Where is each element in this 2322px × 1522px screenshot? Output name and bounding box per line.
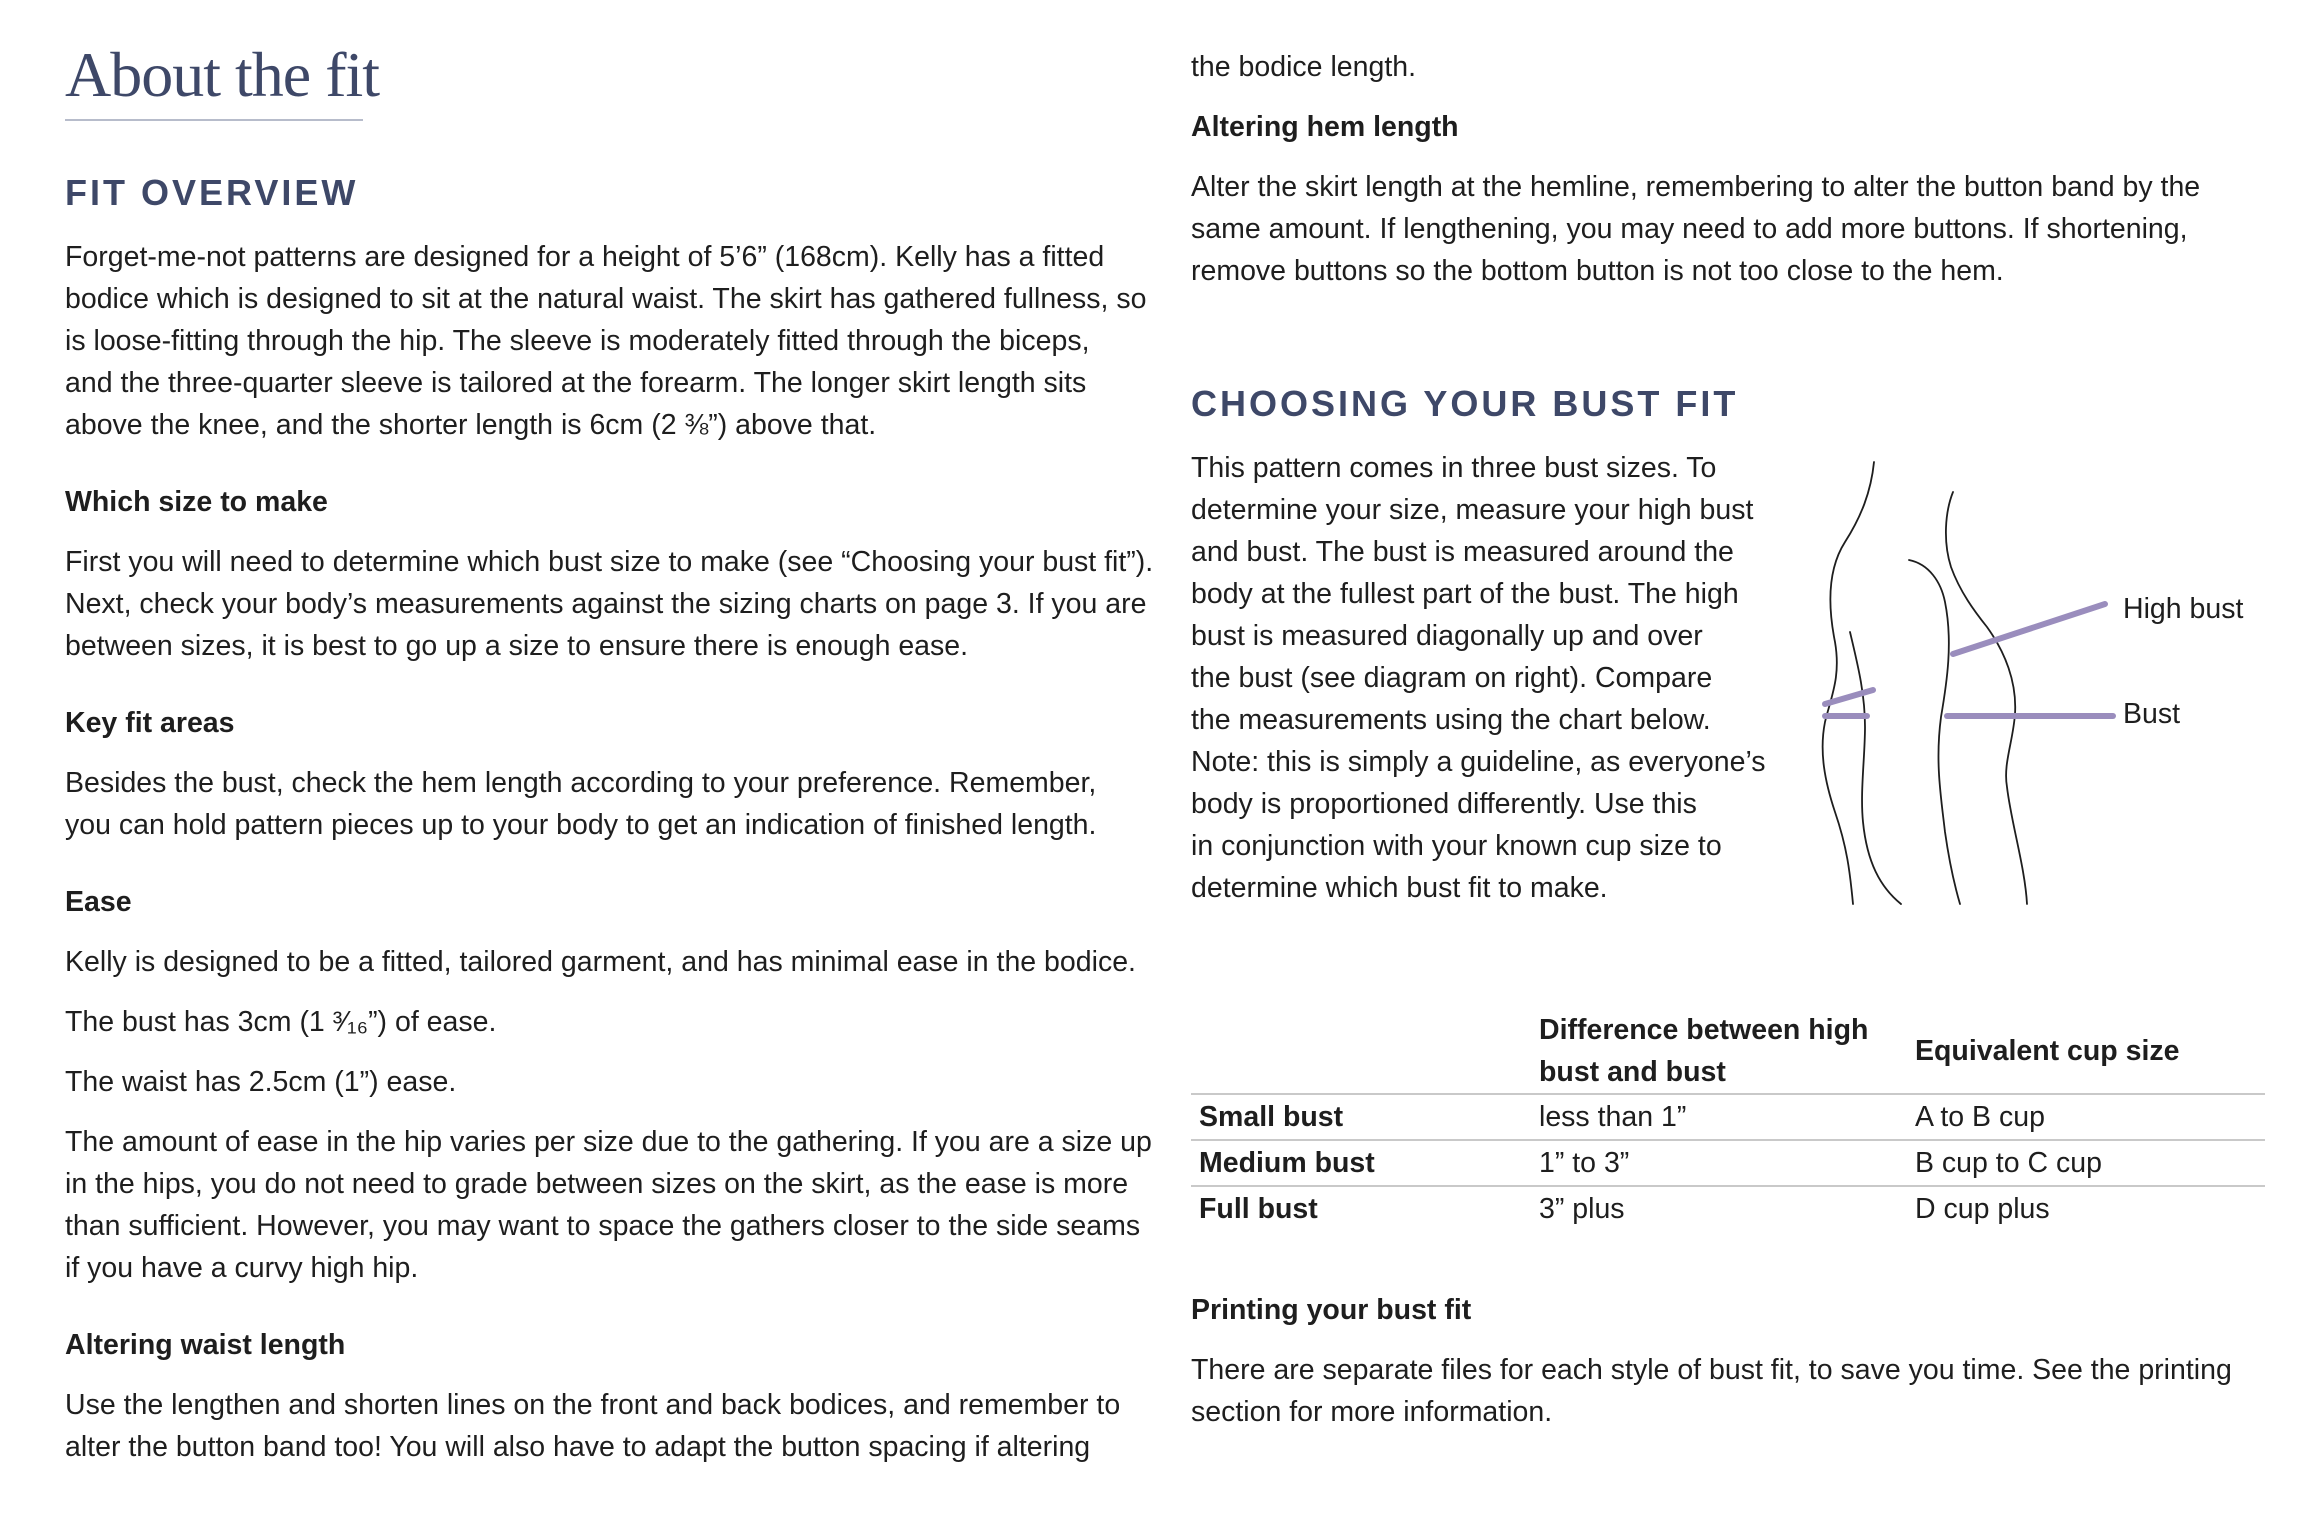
ease-bust-line: The bust has 3cm (1 ³⁄₁₆”) of ease.: [65, 1006, 497, 1038]
bust-fit-table: [1191, 1009, 2265, 1231]
table-row: [1191, 1094, 2265, 1140]
bust-fit-line: This pattern comes in three bust sizes. To: [1191, 452, 1717, 484]
table-header-row: [1191, 1009, 2265, 1094]
table-header-cup: Equivalent cup size: [1915, 1035, 2180, 1067]
page-title: About the fit: [65, 39, 380, 110]
ease-heading: Ease: [65, 886, 132, 918]
bust-fit-line: Note: this is simply a guideline, as everyone’s: [1191, 746, 1766, 778]
key-fit-line: you can hold pattern pieces up to your body to get an indication of finished length.: [65, 809, 1097, 841]
table-cell-label: Medium bust: [1199, 1147, 1375, 1179]
which-size-line: Next, check your body’s measurements against the sizing charts on page 3. If you are: [65, 588, 1147, 620]
ease-line: Kelly is designed to be a fitted, tailored garment, and has minimal ease in the bodice.: [65, 946, 1136, 978]
high-bust-label: High bust: [2123, 593, 2244, 625]
table-header-difference-line1: Difference between high: [1539, 1014, 1869, 1046]
key-fit-heading: Key fit areas: [65, 707, 235, 739]
which-size-heading: Which size to make: [65, 486, 328, 518]
hem-length-line: same amount. If lengthening, you may need to add more buttons. If shortening,: [1191, 213, 2188, 245]
table-header-difference-line2: bust and bust: [1539, 1056, 1726, 1088]
ease-waist-line: The waist has 2.5cm (1”) ease.: [65, 1066, 457, 1098]
ease-hip-line: The amount of ease in the hip varies per size due to the gathering. If you are a size up: [65, 1126, 1152, 1158]
bust-fit-line: the bust (see diagram on right). Compare: [1191, 662, 1713, 694]
bust-fit-line: body at the fullest part of the bust. The high: [1191, 578, 1739, 610]
bust-measurement-diagram: [1795, 452, 2265, 912]
table-header-empty: [1191, 1009, 1539, 1094]
hem-length-heading: Altering hem length: [1191, 111, 1459, 143]
which-size-line: First you will need to determine which bust size to make (see “Choosing your bust fit”).: [65, 546, 1154, 578]
title-underline: [65, 119, 363, 121]
waist-length-heading: Altering waist length: [65, 1329, 346, 1361]
table-cell-difference: 1” to 3”: [1539, 1147, 1630, 1179]
table-cell-cup: D cup plus: [1915, 1193, 2050, 1225]
table-row: [1191, 1186, 2265, 1231]
printing-line: section for more information.: [1191, 1396, 1553, 1428]
bust-fit-line: determine which bust fit to make.: [1191, 872, 1608, 904]
table-row: [1191, 1140, 2265, 1186]
bust-fit-line: and bust. The bust is measured around the: [1191, 536, 1734, 568]
printing-heading: Printing your bust fit: [1191, 1294, 1472, 1326]
table-cell-cup: B cup to C cup: [1915, 1147, 2102, 1179]
body-silhouette-illustration: [1795, 452, 2265, 912]
table-cell-difference: less than 1”: [1539, 1101, 1687, 1133]
printing-line: There are separate files for each style of bust fit, to save you time. See the printing: [1191, 1354, 2232, 1386]
waist-length-line: alter the button band too! You will also have to adapt the button spacing if altering: [65, 1431, 1091, 1463]
table-header-difference: [1539, 1009, 1915, 1094]
hem-length-line: remove buttons so the bottom button is not too close to the hem.: [1191, 255, 2004, 287]
bust-label: Bust: [2123, 698, 2181, 730]
ease-hip-line: if you have a curvy high hip.: [65, 1252, 419, 1284]
table-cell-cup: A to B cup: [1915, 1101, 2045, 1133]
bust-fit-line: bust is measured diagonally up and over: [1191, 620, 1703, 652]
fit-overview-line: Forget-me-not patterns are designed for a height of 5’6” (168cm). Kelly has a fitted: [65, 241, 1105, 273]
fit-overview-line: above the knee, and the shorter length is 6cm (2 ⅜”) above that.: [65, 409, 877, 441]
bust-fit-line: in conjunction with your known cup size to: [1191, 830, 1722, 862]
bust-fit-line: body is proportioned differently. Use this: [1191, 788, 1697, 820]
ease-hip-line: than sufficient. However, you may want to space the gathers closer to the side seams: [65, 1210, 1141, 1242]
table-cell-label: Small bust: [1199, 1101, 1344, 1133]
waist-length-line: the bodice length.: [1191, 51, 1417, 83]
fit-overview-heading: FIT OVERVIEW: [65, 172, 359, 213]
bust-fit-line: determine your size, measure your high bust: [1191, 494, 1754, 526]
fit-overview-line: and the three-quarter sleeve is tailored at the forearm. The longer skirt length sits: [65, 367, 1087, 399]
ease-hip-line: in the hips, you do not need to grade between sizes on the skirt, as the ease is more: [65, 1168, 1129, 1200]
which-size-line: between sizes, it is best to go up a size to ensure there is enough ease.: [65, 630, 969, 662]
bust-fit-heading: CHOOSING YOUR BUST FIT: [1191, 383, 1739, 424]
fit-overview-line: is loose-fitting through the hip. The sleeve is moderately fitted through the biceps,: [65, 325, 1090, 357]
hem-length-line: Alter the skirt length at the hemline, remembering to alter the button band by the: [1191, 171, 2201, 203]
bust-fit-line: the measurements using the chart below.: [1191, 704, 1711, 736]
fit-overview-line: bodice which is designed to sit at the natural waist. The skirt has gathered fullness, so: [65, 283, 1147, 315]
table-cell-label: Full bust: [1199, 1193, 1318, 1225]
key-fit-line: Besides the bust, check the hem length according to your preference. Remember,: [65, 767, 1097, 799]
table-cell-difference: 3” plus: [1539, 1193, 1625, 1225]
waist-length-line: Use the lengthen and shorten lines on the front and back bodices, and remember to: [65, 1389, 1121, 1421]
